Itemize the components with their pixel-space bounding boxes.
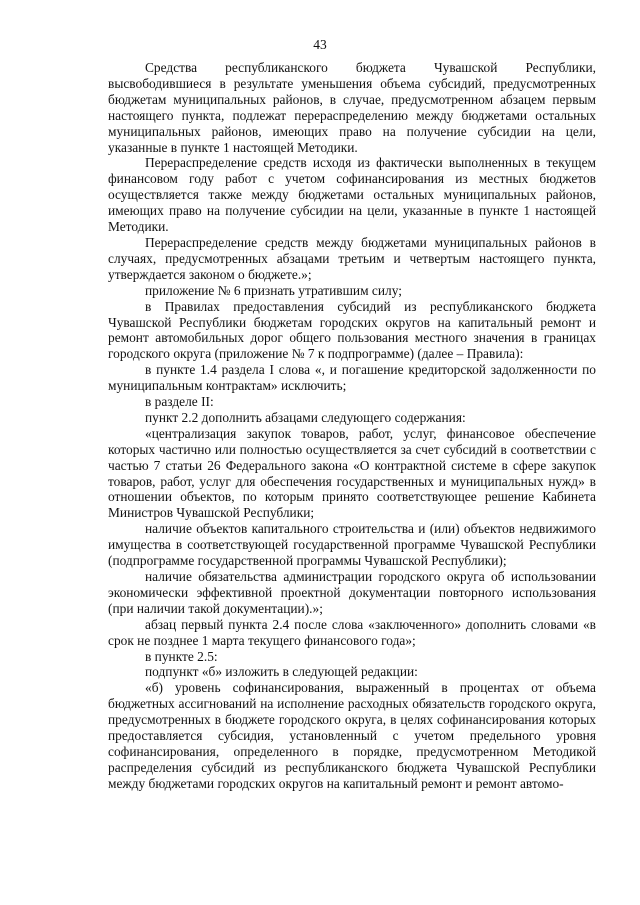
paragraph: в Правилах предоставления субсидий из республиканского бюджета Чувашской Республики бюджетам городских округов на капитальный ремонт и ремонт автомобильных дорог общего пользования местного значения в границах городского округа (приложение № 7 к подпрограмме) (далее – Правила): [108, 298, 596, 362]
paragraph: приложение № 6 признать утратившим силу; [145, 282, 402, 298]
body-text [108, 60, 596, 792]
paragraph: в разделе II: [145, 394, 214, 410]
paragraph: в пункте 1.4 раздела I слова «, и погашение кредиторской задолженности по муниципальным контрактам» исключить; [108, 362, 596, 394]
paragraph: подпункт «б» изложить в следующей редакции: [145, 664, 418, 680]
paragraph: наличие объектов капитального строительства и (или) объектов недвижимого имущества в соответствующей государственной программе Чувашской Республики (подпрограмме государственной программы Чувашской Республики); [108, 521, 596, 569]
paragraph: наличие обязательства администрации городского округа об использовании экономически эффективной проектной документации повторного использования (при наличии такой документации).»; [108, 569, 596, 616]
paragraph: «б) уровень софинансирования, выраженный в процентах от объема бюджетных ассигнований на исполнение расходных обязательств городского округа, предусмотренных в бюджете городского округа, в целях софинансирования которых предоставляется субсидия, установленный с учетом предельного уровня софинансирования, определенного в порядке, предусмотренном Методикой распределения субсидий из республиканского бюджета Чувашской Республики между бюджетами городских округов на капитальный ремонт и ремонт автомо- [108, 680, 596, 791]
paragraph: «централизация закупок товаров, работ, услуг, финансовое обеспечение которых частично или полностью осуществляется за счет субсидий в соответствии с частью 7 статьи 26 Федерального закона «О контрактной системе в сфере закупок товаров, работ, услуг для обеспечения государственных и муниципальных нужд» в отношении объектов, по которым принято соответствующее решение Кабинета Министров Чувашской Республики; [108, 425, 596, 521]
paragraph: пункт 2.2 дополнить абзацами следующего содержания: [145, 409, 466, 425]
paragraph: Перераспределение средств исходя из фактически выполненных в текущем финансовом году работ с учетом софинансирования из местных бюджетов осуществляется также между бюджетами остальных муниципальных районов, имеющих право на получение субсидии на цели, указанные в пункте 1 настоящей Методики. [108, 155, 596, 235]
page-number: 43 [313, 37, 327, 52]
paragraph: Средства республиканского бюджета Чувашской Республики, высвободившиеся в результате уменьшения объема субсидий, предусмотренных бюджетам муниципальных районов, в случае, предусмотренном абзацем первым настоящего пункта, подлежат перераспределению между бюджетами остальных муниципальных районов, имеющих право на получение субсидии на цели, указанные в пункте 1 настоящей Методики. [108, 60, 596, 155]
paragraph: Перераспределение средств между бюджетами муниципальных районов в случаях, предусмотренных абзацами третьим и четвертым настоящего пункта, утверждается законом о бюджете.»; [108, 234, 596, 282]
paragraph: в пункте 2.5: [145, 648, 218, 664]
paragraph: абзац первый пункта 2.4 после слова «заключенного» дополнить словами «в срок не позднее 1 марта текущего финансового года»; [108, 616, 596, 648]
